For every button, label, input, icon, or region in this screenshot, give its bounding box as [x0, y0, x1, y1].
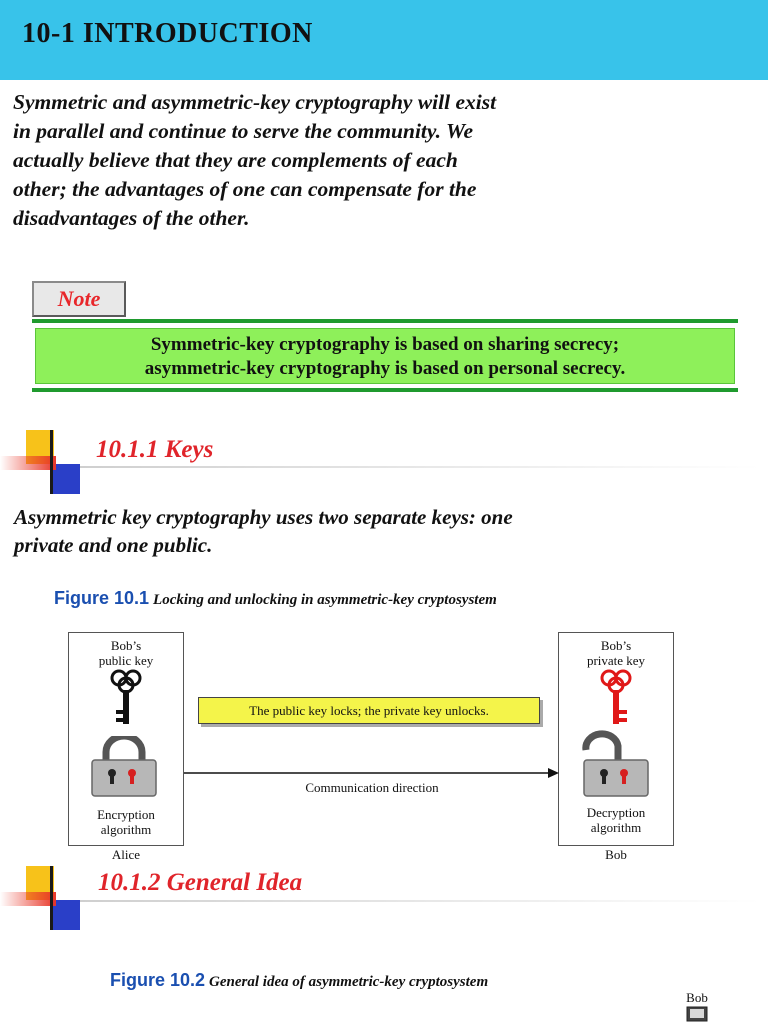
section-rule — [80, 466, 760, 468]
figure-2-number: Figure 10.2 — [110, 970, 206, 990]
intro-line: actually believe that they are complements of each — [13, 148, 458, 172]
intro-line: disadvantages of the other. — [13, 206, 250, 230]
public-key-label: Bob’s public key — [98, 638, 154, 668]
figure-2-bob-label: Bob — [686, 990, 708, 1005]
intro-line: in parallel and continue to serve the community. We — [13, 119, 474, 143]
section-title-general-idea: 10.1.2 General Idea — [98, 869, 303, 896]
intro-line: Symmetric and asymmetric-key cryptography will exist — [13, 90, 497, 114]
section-title-keys: 10.1.1 Keys — [96, 436, 214, 463]
communication-arrow — [184, 766, 560, 780]
padlock-open-icon — [578, 730, 652, 798]
intro-line: other; the advantages of one can compensate for the — [13, 177, 477, 201]
note-bottom-rule — [32, 388, 738, 392]
figure-1-caption — [54, 588, 497, 609]
note-line-text: asymmetric-key cryptography is based on personal secrecy. — [144, 358, 626, 379]
note-top-rule — [32, 319, 738, 323]
communication-direction-label: Communication direction — [305, 780, 439, 795]
section-bullet-decoration — [24, 866, 80, 932]
intro-paragraph — [13, 88, 713, 233]
encryption-label: Encryption algorithm — [97, 807, 155, 837]
key-red-icon — [596, 668, 636, 730]
alice-label: Alice — [111, 847, 141, 862]
computer-icon — [686, 1006, 708, 1024]
note-tab: Note — [32, 281, 126, 317]
keys-body-line: private and one public. — [14, 533, 213, 557]
bob-label: Bob — [605, 847, 627, 862]
keys-body — [14, 503, 754, 559]
padlock-locked-icon — [88, 736, 160, 798]
section-bullet-decoration — [24, 430, 80, 496]
figure-1-description: Locking and unlocking in asymmetric-key cryptosystem — [153, 592, 497, 608]
decryption-label: Decryption algorithm — [586, 805, 646, 835]
lock-unlock-note: The public key locks; the private key unlocks. — [198, 697, 540, 724]
private-key-label: Bob’s private key — [586, 638, 646, 668]
key-black-icon — [106, 668, 146, 730]
page-title: 10-1 INTRODUCTION — [22, 18, 313, 49]
note-box — [35, 328, 735, 384]
note-line-text: Symmetric-key cryptography is based on sharing secrecy; — [150, 334, 620, 355]
figure-2-caption — [110, 970, 488, 991]
keys-body-line: Asymmetric key cryptography uses two separate keys: one — [14, 505, 513, 529]
figure-2-description: General idea of asymmetric-key cryptosystem — [209, 974, 489, 990]
section-rule — [80, 900, 760, 902]
figure-1-number: Figure 10.1 — [54, 588, 150, 608]
